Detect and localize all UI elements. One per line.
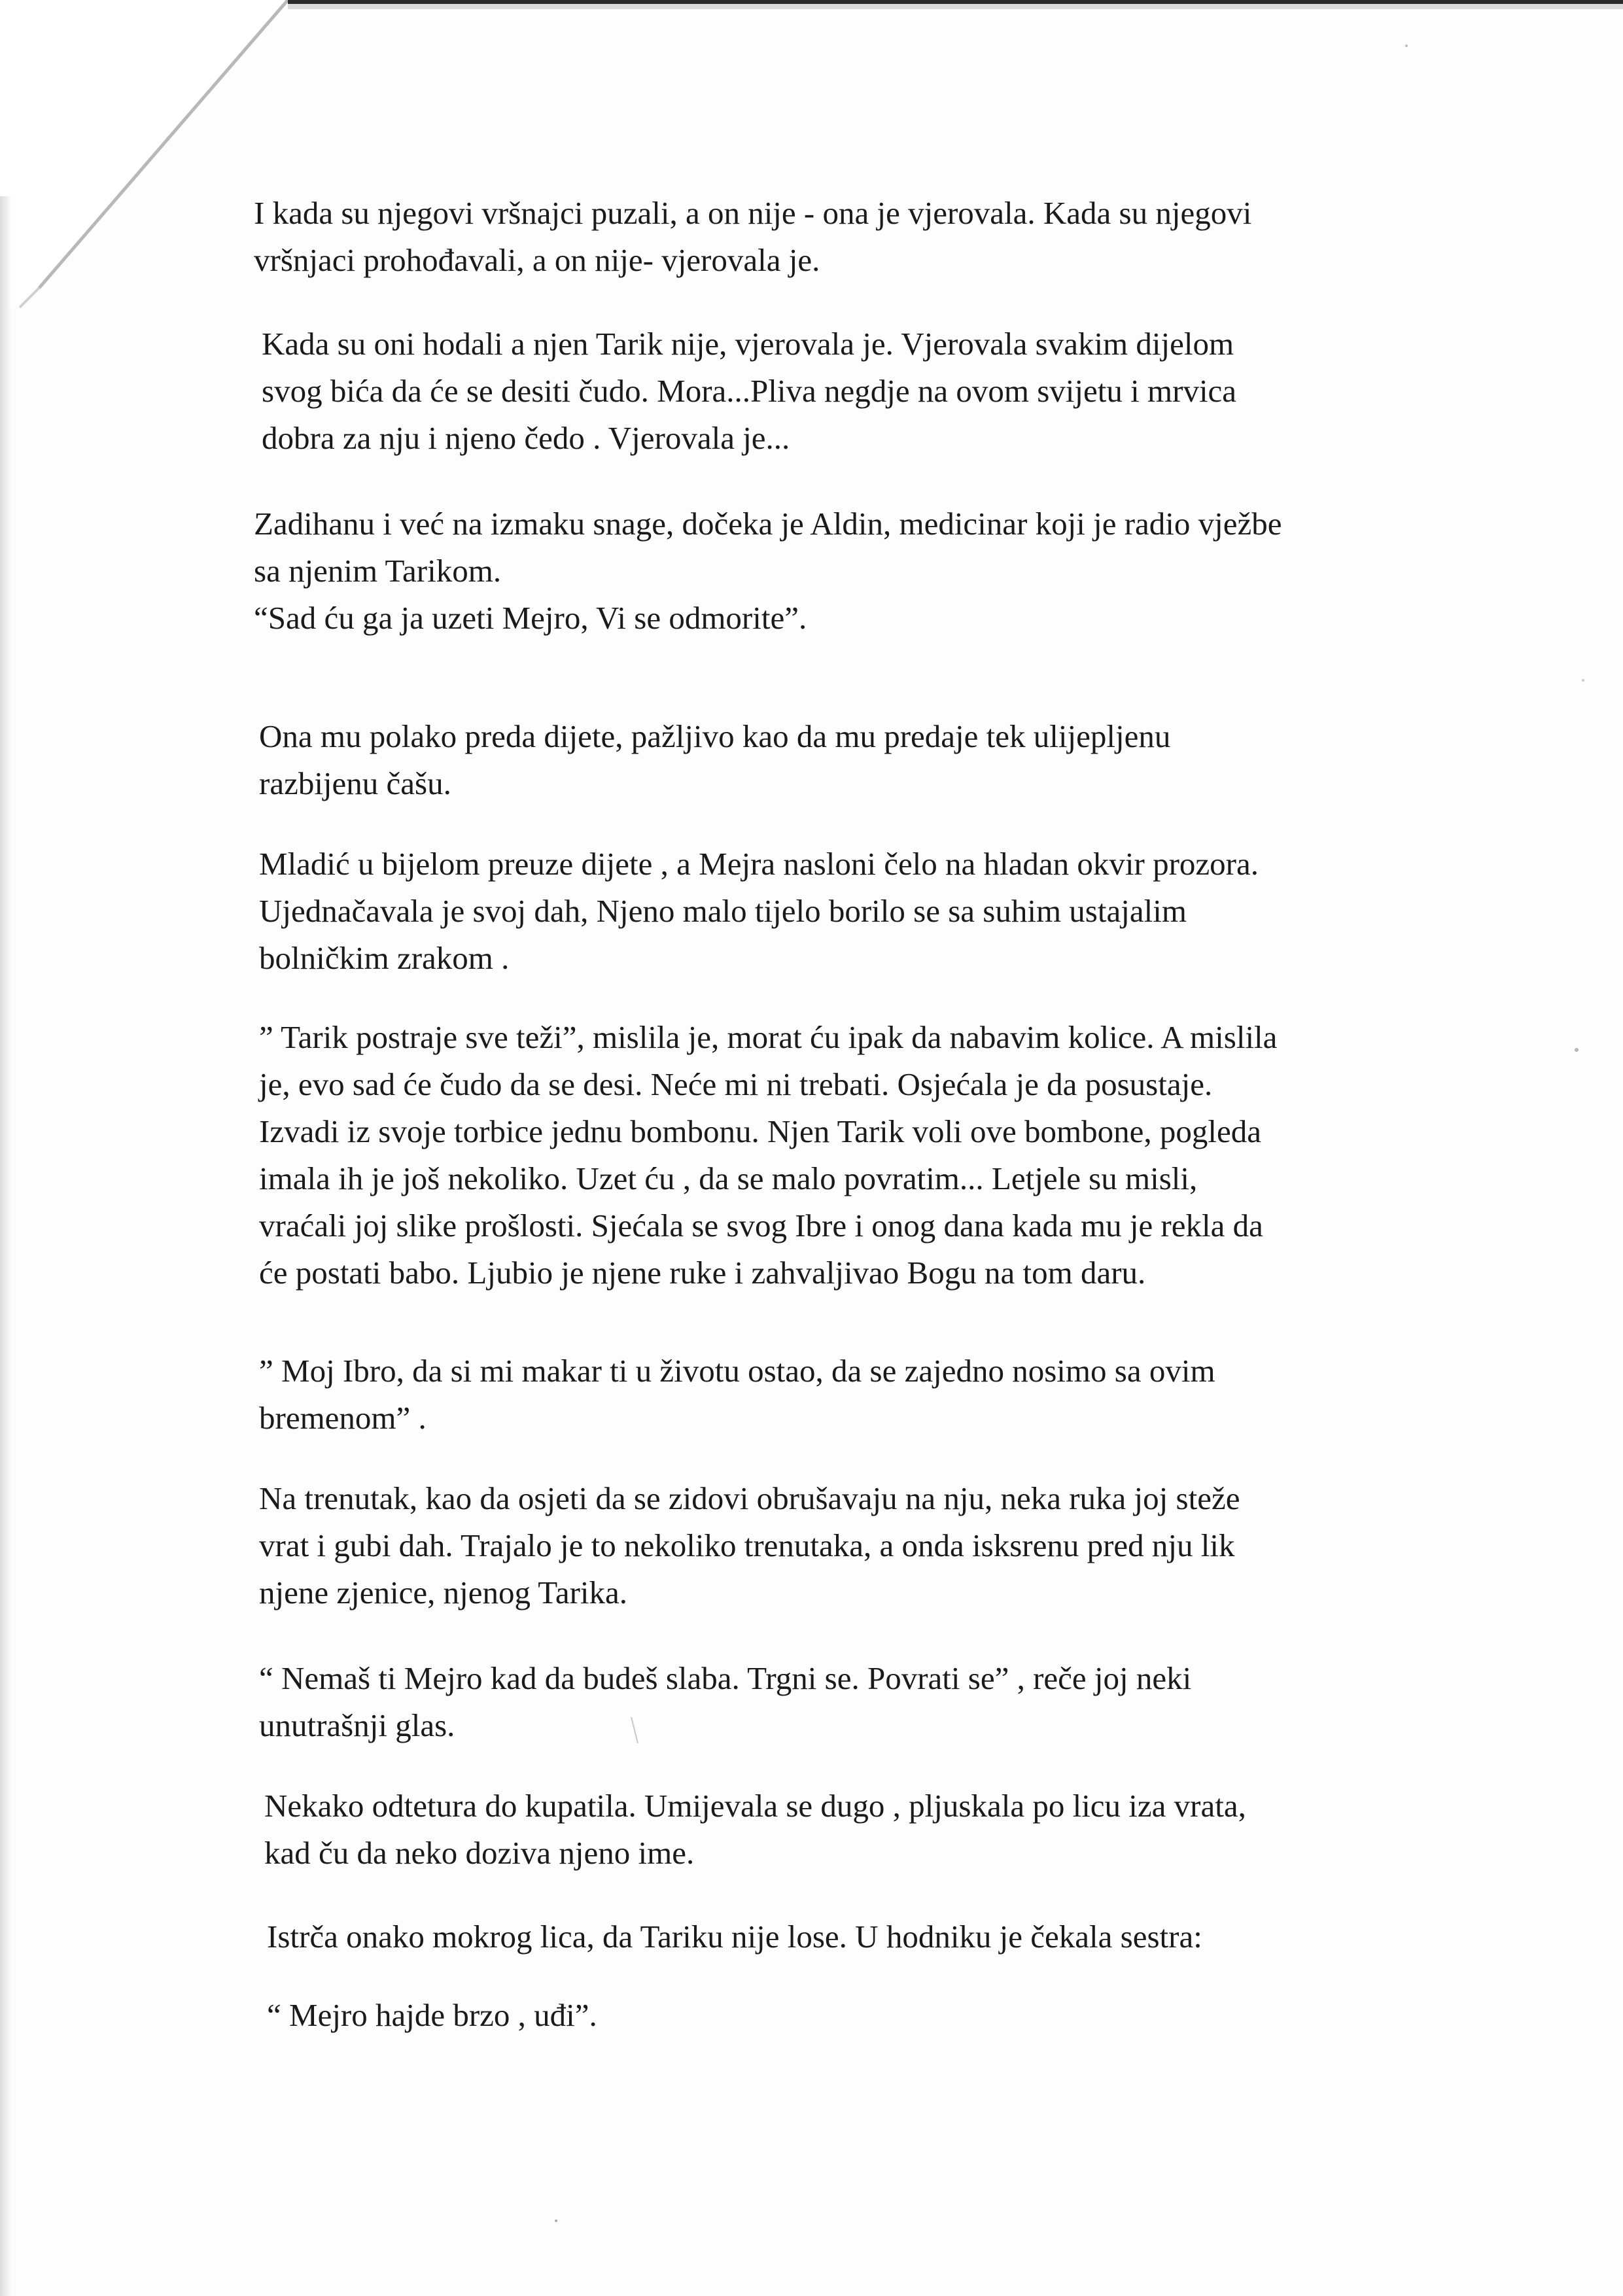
text-line: Ujednačavala je svoj dah, Njeno malo tijelo borilo se sa suhim ustajalim [259,893,1187,929]
text-line: ” Tarik postraje sve teži”, mislila je, morat ću ipak da nabavim kolice. A mislila [259,1019,1278,1055]
text-line: razbijenu čašu. [259,765,451,801]
text-line: vršnjaci prohođavali, a on nije- vjerovala je. [254,242,820,278]
folded-corner-shadow [0,0,1623,340]
text-line: je, evo sad će čudo da se desi. Neće mi ni trebati. Osjećala je da posustaje. [259,1066,1213,1102]
text-line: Na trenutak, kao da osjeti da se zidovi obrušavaju na nju, neka ruka joj steže [259,1480,1240,1516]
text-line: Mladić u bijelom preuze dijete , a Mejra nasloni čelo na hladan okvir prozora. [259,846,1259,882]
text-line: će postati babo. Ljubio je njene ruke i zahvaljivao Bogu na tom daru. [259,1255,1146,1291]
text-line: vraćali joj slike prošlosti. Sjećala se svog Ibre i onog dana kada mu je rekla da [259,1208,1263,1244]
paragraph-10 [264,1783,1507,1877]
paragraph-5 [259,841,1502,982]
text-line: Kada su oni hodali a njen Tarik nije, vjerovala je. Vjerovala svakim dijelom [262,326,1234,362]
page-edge-shadow [0,196,12,2296]
text-line: svog bića da će se desiti čudo. Mora...Pliva negdje na ovom svijetu i mrvica [262,373,1237,409]
text-line: kad ču da neko doziva njeno ime. [264,1835,695,1871]
paragraph-4 [259,713,1502,807]
text-line: vrat i gubi dah. Trajalo je to nekoliko trenutaka, a onda isksrenu pred nju lik [259,1527,1235,1563]
paragraph-2 [262,321,1498,462]
text-line: “Sad ću ga ja uzeti Mejro, Vi se odmorite”. [254,600,807,636]
paragraph-6 [259,1014,1502,1296]
text-line: ” Moj Ibro, da si mi makar ti u životu ostao, da se zajedno nosimo sa ovim [259,1353,1215,1389]
text-line: sa njenim Tarikom. [254,553,502,589]
paragraph-8 [259,1475,1502,1616]
text-line: imala ih je još nekoliko. Uzet ću , da se malo povratim... Letjele su misli, [259,1160,1198,1196]
paragraph-7 [259,1348,1502,1442]
text-line: I kada su njegovi vršnajci puzali, a on nije - ona je vjerovala. Kada su njegovi [254,195,1252,231]
text-line: Zadihanu i već na izmaku snage, dočeka je Aldin, medicinar koji je radio vježbe [254,506,1282,542]
text-line: njene zjenice, njenog Tarika. [259,1574,627,1610]
text-line: bolničkim zrakom . [259,940,510,976]
paragraph-11 [267,1913,1510,1960]
text-line: Nekako odtetura do kupatila. Umijevala se dugo , pljuskala po licu iza vrata, [264,1788,1246,1824]
text-line: Istrča onako mokrog lica, da Tariku nije lose. U hodniku je čekala sestra: [267,1919,1202,1955]
paragraph-9 [259,1655,1502,1749]
text-line: unutrašnji glas. [259,1707,455,1743]
paragraph-1 [254,190,1497,284]
text-line: “ Mejro hajde brzo , uđi”. [267,1997,597,2033]
text-line: dobra za nju i njeno čedo . Vjerovala je... [262,420,790,456]
text-line: Ona mu polako preda dijete, pažljivo kao da mu predaje tek ulijepljenu [259,718,1171,754]
text-line: bremenom” . [259,1400,427,1436]
text-line: Izvadi iz svoje torbice jednu bombonu. Njen Tarik voli ove bombone, pogleda [259,1113,1261,1149]
text-line: “ Nemaš ti Mejro kad da budeš slaba. Trgni se. Povrati se” , reče joj neki [259,1660,1192,1696]
paragraph-12 [267,1992,1510,2039]
paragraph-3 [254,500,1497,642]
